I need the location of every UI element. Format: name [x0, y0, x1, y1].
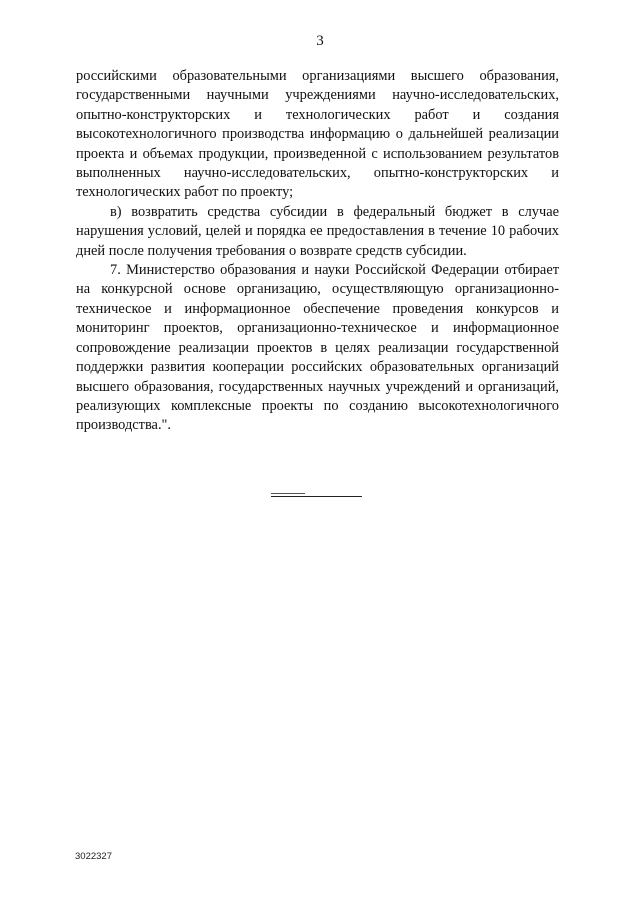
- paragraph-item-v: в) возвратить средства субсидии в федеральный бюджет в случае нарушения условий, целей и порядка ее предоставления в течение 10 рабочих дней после получения требования о возврате средств субсидии.: [76, 203, 559, 259]
- paragraph-continuation: российскими образовательными организациями высшего образования, государственными научными учреждениями научно-исследовательских, опытно-конструкторских и технологических работ и создания высокотехнологичного производства информацию о дальнейшей реализации проекта и объемах продукции, произведенной с использованием результатов выполненных научно-исследовательских, опытно-конструкторских и технологических работ по проекту;: [76, 68, 559, 201]
- separator-mark: [271, 493, 305, 494]
- document-body: [76, 67, 559, 436]
- document-code: 3022327: [75, 851, 112, 862]
- page-number: 3: [316, 33, 324, 49]
- end-separator-line: [271, 496, 362, 497]
- paragraph-item-7: 7. Министерство образования и науки Российской Федерации отбирает на конкурсной основе организацию, осуществляющую организационно-техническое и информационное обеспечение проведения конкурсов и мониторинг проектов, организационно-техническое и информационное сопровождение реализации проектов в целях реализации государственной поддержки развития кооперации российских образовательных организаций высшего образования, государственных научных учреждений и организаций, реализующих комплексные проекты по созданию высокотехнологичного производства.".: [76, 262, 559, 434]
